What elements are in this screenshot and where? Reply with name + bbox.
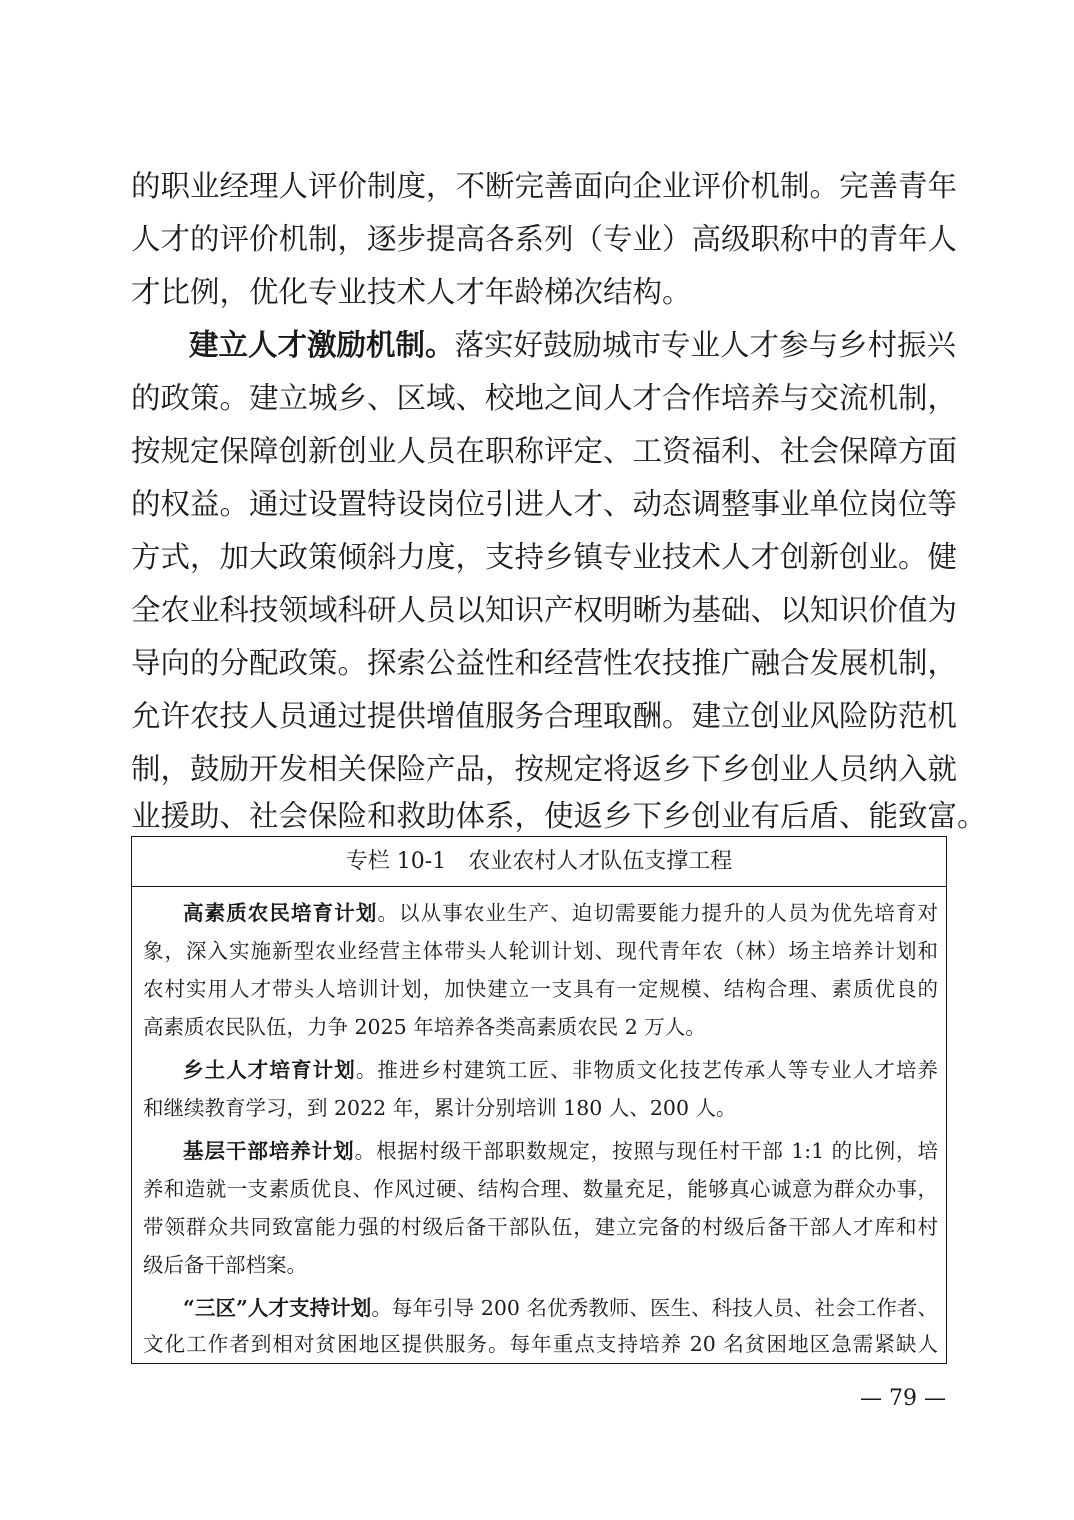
box-item-heading: 高素质农民培育计划 bbox=[183, 901, 378, 925]
box-item-line: 和继续教育学习，到 2022 年，累计分别培训 180 人、200 人。 bbox=[143, 1096, 737, 1120]
paragraph-first-line bbox=[189, 319, 957, 371]
box-item-line: 高素质农民队伍，力争 2025 年培养各类高素质农民 2 万人。 bbox=[143, 1015, 706, 1039]
box-item-text: 。每年引导 200 名优秀教师、医生、科技人员、社会工作者、 bbox=[371, 1296, 938, 1320]
box-item-text: 。以从事农业生产、迫切需要能力提升的人员为优先培育对 bbox=[377, 901, 939, 925]
box-item-first-line bbox=[183, 1133, 938, 1169]
box-item-line: 象，深入实施新型农业经营主体带头人轮训计划、现代青年农（林）场主培养计划和 bbox=[143, 939, 938, 963]
paragraph-line: 全农业科技领域科研人员以知识产权明晰为基础、以知识价值为 bbox=[131, 593, 958, 627]
box-item-line: 级后备干部档案。 bbox=[143, 1253, 307, 1277]
column-box-title: 专栏 10-1 农业农村人才队伍支撑工程 bbox=[132, 837, 946, 887]
box-item-line: 养和造就一支素质优良、作风过硬、结构合理、数量充足，能够真心诚意为群众办事， bbox=[143, 1177, 938, 1201]
paragraph-line: 业援助、社会保险和救助体系，使返乡下乡创业有后盾、能致富。 bbox=[131, 799, 987, 833]
paragraph-line: 人才的评价机制，逐步提高各系列（专业）高级职称中的青年人 bbox=[131, 222, 958, 256]
paragraph-text: 落实好鼓励城市专业人才参与乡村振兴 bbox=[454, 328, 957, 362]
paragraph-line: 制，鼓励开发相关保险产品，按规定将返乡下乡创业人员纳入就 bbox=[131, 752, 958, 786]
box-item-heading: “三区”人才支持计划 bbox=[183, 1296, 372, 1320]
page-number: — 79 — bbox=[860, 1386, 946, 1411]
box-item-first-line bbox=[183, 1290, 938, 1326]
paragraph-line: 允许农技人员通过提供增值服务合理取酬。建立创业风险防范机 bbox=[131, 699, 958, 733]
box-item-line: 文化工作者到相对贫困地区提供服务。每年重点支持培养 20 名贫困地区急需紧缺人 bbox=[143, 1332, 938, 1356]
box-item-first-line bbox=[183, 1052, 938, 1088]
paragraph-line: 才比例，优化专业技术人才年龄梯次结构。 bbox=[131, 275, 692, 309]
box-item-text: 。根据村级干部职数规定，按照与现任村干部 1:1 的比例，培 bbox=[354, 1139, 938, 1163]
box-item-heading: 乡土人才培育计划 bbox=[183, 1058, 356, 1082]
box-item-line: 农村实用人才带头人培训计划，加快建立一支具有一定规模、结构合理、素质优良的 bbox=[143, 977, 938, 1001]
box-item-text: 。推进乡村建筑工匠、非物质文化技艺传承人等专业人才培养 bbox=[355, 1058, 939, 1082]
box-item-heading: 基层干部培养计划 bbox=[183, 1139, 355, 1163]
paragraph-line: 的职业经理人评价制度，不断完善面向企业评价机制。完善青年 bbox=[131, 169, 958, 203]
paragraph-line: 导向的分配政策。探索公益性和经营性农技推广融合发展机制， bbox=[131, 646, 958, 680]
paragraph-heading: 建立人才激励机制。 bbox=[189, 327, 455, 362]
column-box bbox=[131, 836, 947, 1364]
box-item-first-line bbox=[183, 895, 938, 931]
paragraph-line: 方式，加大政策倾斜力度，支持乡镇专业技术人才创新创业。健 bbox=[131, 540, 958, 574]
paragraph-line: 按规定保障创新创业人员在职称评定、工资福利、社会保障方面 bbox=[131, 434, 958, 468]
paragraph-line: 的政策。建立城乡、区域、校地之间人才合作培养与交流机制， bbox=[131, 381, 958, 415]
box-item-line: 带领群众共同致富能力强的村级后备干部队伍，建立完备的村级后备干部人才库和村 bbox=[143, 1215, 938, 1239]
paragraph-line: 的权益。通过设置特设岗位引进人才、动态调整事业单位岗位等 bbox=[131, 487, 958, 521]
